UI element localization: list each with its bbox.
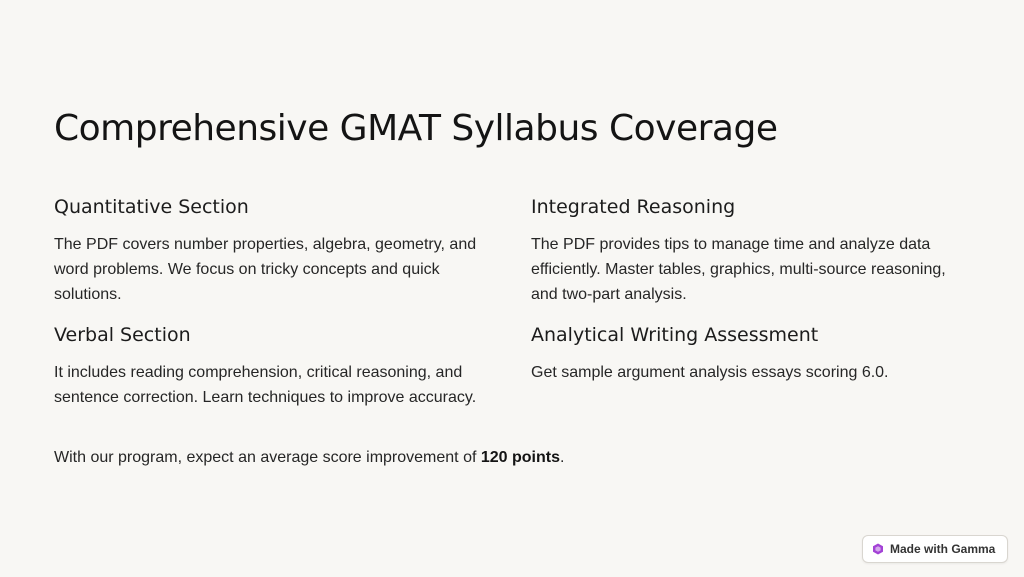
- note-text-end: .: [560, 449, 565, 466]
- section-heading: Analytical Writing Assessment: [531, 324, 819, 346]
- section-body: The PDF covers number properties, algebra, geometry, and word problems. We focus on tricky concepts and quick solutions.: [54, 236, 477, 303]
- integrated-reasoning-section: [531, 196, 971, 307]
- score-improvement-note: [54, 445, 564, 470]
- section-heading: Quantitative Section: [54, 196, 249, 218]
- section-body: The PDF provides tips to manage time and analyze data efficiently. Master tables, graphics, multi-source reasoning, and two-part analysis.: [531, 236, 946, 303]
- quantitative-section: [54, 196, 494, 307]
- gamma-logo-icon: [872, 543, 884, 555]
- score-highlight: 120 points: [480, 449, 560, 466]
- section-body: Get sample argument analysis essays scoring 6.0.: [531, 364, 889, 381]
- slide-title: Comprehensive GMAT Syllabus Coverage: [54, 108, 778, 149]
- verbal-section: [54, 324, 494, 410]
- section-body: It includes reading comprehension, critical reasoning, and sentence correction. Learn techniques to improve accuracy.: [54, 364, 477, 406]
- note-text: With our program, expect an average score improvement of: [54, 449, 481, 466]
- badge-label: Made with Gamma: [890, 542, 996, 556]
- made-with-gamma-badge[interactable]: [862, 535, 1008, 563]
- section-heading: Integrated Reasoning: [531, 196, 736, 218]
- section-heading: Verbal Section: [54, 324, 191, 346]
- analytical-writing-section: [531, 324, 971, 385]
